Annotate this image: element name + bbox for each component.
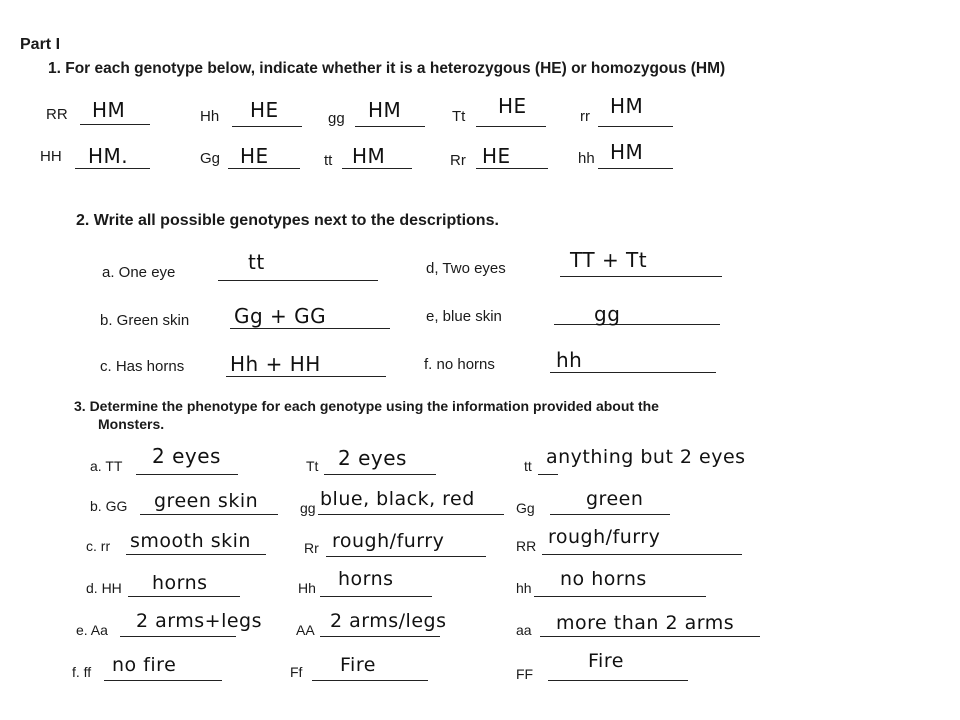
handwritten-answer: no horns bbox=[560, 568, 647, 590]
handwritten-answer: rough/furry bbox=[332, 530, 445, 552]
genotype-label: rr bbox=[580, 108, 590, 125]
handwritten-answer: 2 eyes bbox=[152, 444, 221, 468]
description-label: e, blue skin bbox=[426, 308, 502, 325]
answer-line bbox=[226, 376, 386, 377]
handwritten-answer: HM bbox=[610, 140, 644, 164]
question-1-panel bbox=[0, 28, 950, 178]
handwritten-answer: HE bbox=[240, 144, 269, 168]
genotype-label: e. Aa bbox=[76, 622, 108, 638]
handwritten-answer: Gg + GG bbox=[234, 304, 327, 328]
genotype-label: Tt bbox=[452, 108, 466, 125]
answer-line bbox=[326, 556, 486, 557]
question-2-prompt: 2. Write all possible genotypes next to the descriptions. bbox=[76, 212, 499, 229]
answer-line bbox=[534, 596, 706, 597]
handwritten-answer: tt bbox=[248, 250, 265, 274]
description-label: f. no horns bbox=[424, 356, 495, 373]
genotype-label: Tt bbox=[306, 458, 319, 474]
answer-line bbox=[560, 276, 722, 277]
description-label: d, Two eyes bbox=[426, 260, 506, 277]
genotype-label: d. HH bbox=[86, 580, 122, 596]
part-title: Part I bbox=[20, 36, 61, 53]
handwritten-answer: Fire bbox=[588, 650, 624, 672]
genotype-label: aa bbox=[516, 622, 532, 638]
handwritten-answer: HM bbox=[610, 94, 644, 118]
description-label: c. Has horns bbox=[100, 358, 185, 375]
answer-line bbox=[324, 474, 436, 475]
answer-line bbox=[136, 474, 238, 475]
answer-line bbox=[120, 636, 236, 637]
answer-line bbox=[554, 324, 720, 325]
genotype-label: b. GG bbox=[90, 498, 128, 514]
genotype-label: Rr bbox=[304, 540, 319, 556]
answer-line bbox=[598, 168, 673, 169]
handwritten-answer: HM bbox=[92, 98, 126, 122]
genotype-label: Rr bbox=[450, 152, 466, 169]
handwritten-answer: Fire bbox=[340, 654, 376, 676]
handwritten-answer: TT + Tt bbox=[570, 248, 648, 272]
handwritten-answer: anything but 2 eyes bbox=[546, 446, 746, 468]
handwritten-answer: HM bbox=[368, 98, 402, 122]
genotype-label: hh bbox=[516, 580, 532, 596]
answer-line bbox=[548, 680, 688, 681]
question-3-panel bbox=[48, 392, 874, 718]
answer-line bbox=[228, 168, 300, 169]
handwritten-answer: rough/furry bbox=[548, 526, 661, 548]
handwritten-answer: HM. bbox=[88, 144, 129, 168]
handwritten-answer: HE bbox=[482, 144, 511, 168]
handwritten-answer: blue, black, red bbox=[320, 488, 475, 510]
genotype-label: Hh bbox=[200, 108, 220, 125]
answer-line bbox=[140, 514, 278, 515]
answer-line bbox=[598, 126, 673, 127]
description-label: b. Green skin bbox=[100, 312, 190, 329]
genotype-label: f. ff bbox=[72, 664, 92, 680]
genotype-label: Gg bbox=[516, 500, 535, 516]
handwritten-answer: Hh + HH bbox=[230, 352, 321, 376]
answer-line bbox=[318, 514, 504, 515]
handwritten-answer: no fire bbox=[112, 654, 177, 676]
answer-line bbox=[80, 124, 150, 125]
answer-line bbox=[355, 126, 425, 127]
handwritten-answer: HM bbox=[352, 144, 386, 168]
answer-line bbox=[104, 680, 222, 681]
handwritten-answer: horns bbox=[152, 572, 208, 594]
answer-line bbox=[312, 680, 428, 681]
answer-line bbox=[342, 168, 412, 169]
answer-line bbox=[75, 168, 150, 169]
answer-line bbox=[320, 636, 440, 637]
genotype-label: gg bbox=[328, 110, 345, 127]
genotype-label: a. TT bbox=[90, 458, 123, 474]
genotype-label: AA bbox=[296, 622, 315, 638]
description-label: a. One eye bbox=[102, 264, 176, 281]
question-3-prompt-continued: Monsters. bbox=[98, 416, 165, 432]
answer-line bbox=[232, 126, 302, 127]
question-1-prompt: 1. For each genotype below, indicate whether it is a heterozygous (HE) or homozygous (HM) bbox=[48, 60, 726, 77]
answer-line bbox=[538, 474, 558, 475]
genotype-label: Gg bbox=[200, 150, 221, 167]
handwritten-answer: 2 eyes bbox=[338, 446, 407, 470]
genotype-label: FF bbox=[516, 666, 534, 682]
answer-line bbox=[320, 596, 432, 597]
genotype-label: RR bbox=[46, 106, 68, 123]
answer-line bbox=[128, 596, 240, 597]
handwritten-answer: 2 arms/legs bbox=[330, 610, 447, 632]
handwritten-answer: smooth skin bbox=[130, 530, 251, 552]
answer-line bbox=[550, 514, 670, 515]
question-3-prompt: 3. Determine the phenotype for each genotype using the information provided about the bbox=[74, 398, 659, 414]
handwritten-answer: horns bbox=[338, 568, 394, 590]
answer-line bbox=[540, 636, 760, 637]
handwritten-answer: 2 arms+legs bbox=[136, 610, 263, 632]
handwritten-answer: HE bbox=[498, 94, 527, 118]
handwritten-answer: green skin bbox=[154, 490, 259, 512]
genotype-label: RR bbox=[516, 538, 537, 554]
question-2-panel bbox=[22, 200, 800, 386]
answer-line bbox=[476, 168, 548, 169]
answer-line bbox=[476, 126, 546, 127]
genotype-label: Hh bbox=[298, 580, 316, 596]
handwritten-answer: green bbox=[586, 488, 644, 510]
answer-line bbox=[542, 554, 742, 555]
answer-line bbox=[230, 328, 390, 329]
answer-line bbox=[550, 372, 716, 373]
genotype-label: gg bbox=[300, 500, 316, 516]
genotype-label: tt bbox=[324, 152, 333, 169]
handwritten-answer: HE bbox=[250, 98, 279, 122]
handwritten-answer: gg bbox=[594, 302, 621, 326]
genotype-label: Ff bbox=[290, 664, 303, 680]
genotype-label: hh bbox=[578, 150, 595, 167]
handwritten-answer: hh bbox=[556, 348, 583, 372]
handwritten-answer: more than 2 arms bbox=[556, 612, 735, 634]
genotype-label: c. rr bbox=[86, 538, 111, 554]
genotype-label: HH bbox=[40, 148, 62, 165]
genotype-label: tt bbox=[524, 458, 532, 474]
answer-line bbox=[218, 280, 378, 281]
answer-line bbox=[126, 554, 266, 555]
